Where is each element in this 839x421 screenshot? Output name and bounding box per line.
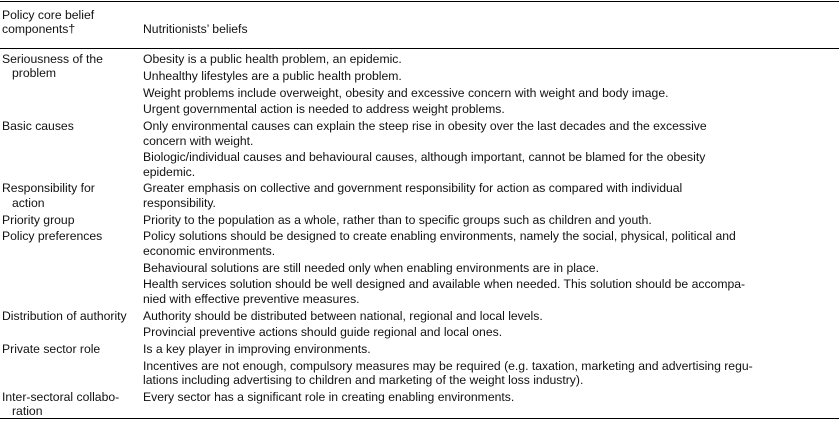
row-label — [0, 342, 143, 390]
belief-statement — [143, 86, 835, 100]
row-label-line: Inter-sectoral collabo- — [2, 390, 120, 405]
belief-statement — [143, 359, 835, 388]
belief-line: Priority to the population as a whole, rather than to specific groups such as children and youth. — [143, 212, 652, 227]
row-label-line: Private sector role — [2, 342, 101, 357]
belief-statement — [143, 390, 835, 404]
belief-line: lations including advertising to children and marketing of the weight loss industry). — [143, 373, 584, 388]
belief-statement — [143, 309, 835, 323]
table-top-rule — [0, 1, 839, 2]
row-label-line: Seriousness of the — [2, 52, 103, 66]
belief-line: Authority should be distributed between national, regional and local levels. — [143, 308, 543, 323]
belief-line: Is a key player in improving environments. — [143, 342, 371, 357]
column-header-beliefs — [143, 22, 248, 36]
belief-line: Only environmental causes can explain the steep rise in obesity over the last decades and the excessive — [143, 119, 707, 134]
belief-line: concern with weight. — [143, 133, 254, 148]
belief-line: Incentives are not enough, compulsory measures may be required (e.g. taxation, marketing and advertising regu- — [143, 358, 753, 373]
belief-line: Biologic/individual causes and behavioural causes, although important, cannot be blamed for the obesity — [143, 150, 706, 165]
belief-line: nied with effective preventive measures. — [143, 291, 360, 306]
table-row — [0, 309, 839, 343]
row-label — [0, 119, 143, 181]
row-label — [0, 181, 143, 212]
belief-line: Urgent governmental action is needed to address weight problems. — [143, 102, 505, 117]
row-beliefs — [143, 181, 839, 212]
belief-statement — [143, 102, 835, 116]
row-beliefs — [143, 229, 839, 308]
belief-line: Every sector has a significant role in creating enabling environments. — [143, 390, 515, 405]
header-separator-rule — [0, 48, 839, 49]
table-body — [0, 52, 839, 419]
column-header-components-line1: Policy core belief — [2, 8, 95, 22]
belief-line: Unhealthy lifestyles are a public health problem. — [143, 68, 402, 83]
row-label-line: Policy preferences — [2, 229, 103, 244]
belief-line: Weight problems include overweight, obesity and excessive concern with weight and body image. — [143, 85, 669, 100]
belief-statement — [143, 52, 835, 66]
belief-statement — [143, 277, 835, 306]
row-label — [0, 229, 143, 308]
row-label-line: Responsibility for — [2, 181, 95, 196]
belief-line: responsibility. — [143, 195, 216, 210]
belief-statement — [143, 119, 835, 148]
belief-line: Greater emphasis on collective and government responsibility for action as compared with individual — [143, 181, 683, 196]
belief-statement — [143, 181, 835, 210]
belief-line: Health services solution should be well designed and available when needed. This solution should be accompa- — [143, 277, 746, 292]
column-header-components-line2: components† — [2, 22, 76, 37]
column-header-beliefs-text: Nutritionists’ beliefs — [143, 22, 248, 36]
row-label-line: ration — [12, 404, 43, 419]
row-beliefs — [143, 390, 839, 419]
row-beliefs — [143, 119, 839, 181]
row-label — [0, 213, 143, 230]
belief-statement — [143, 325, 835, 339]
belief-line: Obesity is a public health problem, an epidemic. — [143, 52, 402, 66]
table-row — [0, 119, 839, 181]
row-label-line: Priority group — [2, 212, 75, 227]
belief-line: epidemic. — [143, 164, 196, 179]
column-header-components — [2, 8, 130, 37]
row-beliefs — [143, 213, 839, 230]
table-row — [0, 213, 839, 230]
belief-line: Behavioural solutions are still needed only when enabling environments are in place. — [143, 260, 599, 275]
belief-statement — [143, 213, 835, 227]
row-beliefs — [143, 309, 839, 343]
table-bottom-rule — [0, 418, 839, 419]
belief-line: economic environments. — [143, 243, 276, 258]
row-beliefs — [143, 52, 839, 119]
row-beliefs — [143, 342, 839, 390]
row-label-line: action — [12, 195, 45, 210]
table-row — [0, 342, 839, 390]
belief-line: Policy solutions should be designed to create enabling environments, namely the social, physical, political and — [143, 229, 736, 244]
belief-statement — [143, 69, 835, 83]
row-label — [0, 309, 143, 343]
row-label — [0, 390, 143, 419]
table-row — [0, 390, 839, 419]
table-row — [0, 229, 839, 308]
row-label-line: Distribution of authority — [2, 308, 127, 323]
belief-statement — [143, 229, 835, 258]
belief-statement — [143, 150, 835, 179]
belief-statement — [143, 261, 835, 275]
row-label-line: problem — [12, 66, 57, 81]
table-row — [0, 52, 839, 119]
belief-statement — [143, 342, 835, 356]
row-label — [0, 52, 143, 119]
belief-line: Provincial preventive actions should guide regional and local ones. — [143, 325, 503, 340]
row-label-line: Basic causes — [2, 119, 74, 134]
table-row — [0, 181, 839, 212]
